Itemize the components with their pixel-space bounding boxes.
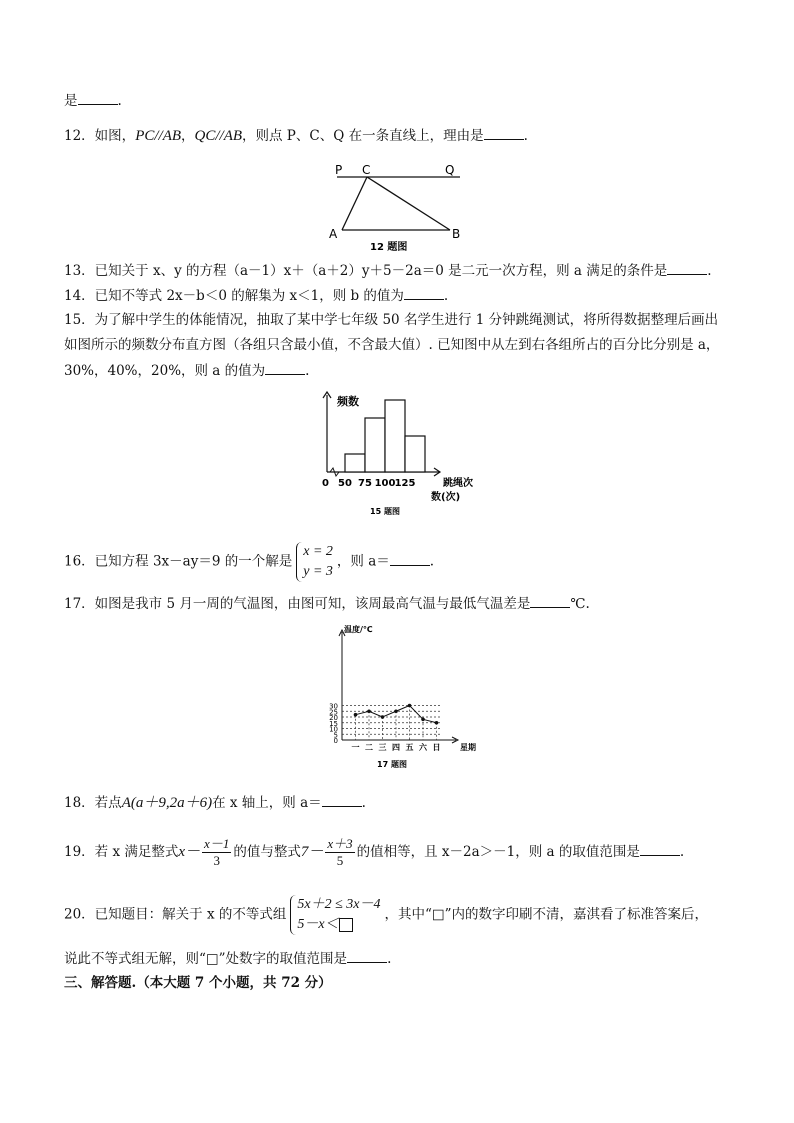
x-tick-label: 日 — [432, 743, 441, 752]
answer-blank — [667, 260, 707, 275]
q20-ineq2: 5－x＜ — [297, 917, 339, 932]
x-axis-label-line2: 数(次) — [431, 492, 461, 503]
q12-end: . — [523, 128, 528, 144]
q14-text: 14．已知不等式 2x－b＜0 的解集为 x＜1，则 b 的值为 — [64, 288, 404, 304]
data-point — [435, 721, 439, 725]
question-20 — [64, 895, 708, 935]
q19-fraction-2 — [325, 836, 354, 869]
x-tick-label: 五 — [405, 743, 414, 752]
y-tick-label: 10 — [329, 725, 338, 734]
question-15-line3: 30%，40%，20%，则 a 的值为 . — [64, 360, 309, 381]
x-tick-label: 六 — [419, 743, 427, 752]
q19-frac2-den: 5 — [336, 853, 344, 868]
answer-blank — [640, 841, 680, 856]
question-13: 13．已知关于 x、y 的方程（a－1）x＋（a＋2）y＋5－2a＝0 是二元一次方程，则 a 满足的条件是 . — [64, 260, 712, 281]
data-point — [367, 709, 371, 713]
histogram-bar — [385, 400, 405, 472]
chart-caption: 17 题图 — [377, 760, 407, 769]
label-p: P — [335, 163, 343, 177]
q12-cond2: QC//AB — [194, 128, 243, 144]
q19-frac1-num: x－1 — [204, 836, 230, 851]
origin-label: 0 — [322, 478, 329, 489]
q20-inequality-system — [290, 895, 380, 935]
question-15-line1: 15．为了解中学生的体能情况，抽取了某中学七年级 50 名学生进行 1 分钟跳绳测试，将所得数据整理后画出 — [64, 312, 719, 328]
temperature-chart — [320, 620, 500, 775]
histogram-bar — [405, 436, 425, 472]
histogram-chart — [315, 390, 485, 515]
question-15-line2: 如图所示的频数分布直方图（各组只含最小值，不含最大值）. 已知图中从左到右各组所占的百分比分别是 a， — [64, 337, 720, 353]
x-axis-label-line1: 跳绳次 — [443, 478, 473, 489]
section-3-heading: 三、解答题.（本大题 7 个小题，共 72 分） — [64, 975, 332, 991]
q18-prefix: 18．若点 — [64, 795, 122, 811]
q16-eq1: x = 2 — [303, 544, 333, 559]
q12-cond1: PC//AB — [135, 128, 182, 144]
y-tick-label: 25 — [329, 708, 338, 717]
data-point — [381, 715, 385, 719]
x-tick-label: 75 — [358, 478, 372, 489]
histogram-bar — [345, 454, 365, 472]
q19-prefix: 19．若 x 满足整式 — [64, 844, 179, 860]
x-tick-label: 二 — [365, 743, 373, 752]
answer-blank — [390, 551, 430, 566]
data-point — [394, 709, 398, 713]
label-c: C — [362, 163, 371, 177]
label-q: Q — [445, 163, 455, 177]
x-tick-label: 50 — [338, 478, 352, 489]
answer-blank — [530, 593, 570, 608]
q20-suffix: ，其中“□”内的数字印刷不清，嘉淇看了标准答案后， — [384, 906, 709, 923]
question-14: 14．已知不等式 2x－b＜0 的解集为 x＜1，则 b 的值为 . — [64, 285, 448, 306]
chart-caption: 15 题图 — [370, 507, 400, 515]
q20-line2-text: 说此不等式组无解，则“□”处数字的取值范围是 — [64, 951, 348, 967]
answer-blank — [347, 948, 387, 963]
q17-text: 17．如图是我市 5 月一周的气温图，由图可知，该周最高气温与最低气温差是 — [64, 596, 531, 612]
data-point — [421, 718, 425, 722]
q18-point: A(a＋9,2a＋6) — [121, 795, 213, 811]
blank-box-icon — [339, 918, 353, 932]
q19-mid: 的值与整式 — [233, 844, 301, 860]
x-tick-label: 125 — [394, 478, 416, 489]
answer-blank — [265, 360, 305, 375]
question-16: 16．已知方程 3x－ay＝9 的一个解是x = 2 y = 3，则 a＝ . — [64, 542, 434, 582]
data-point — [408, 704, 412, 708]
q12-sep: ， — [181, 128, 195, 144]
q19-expr1: x－ — [178, 844, 201, 860]
q18-suffix: 在 x 轴上，则 a＝ — [212, 795, 322, 811]
q19-expr2: 7－ — [300, 844, 324, 860]
answer-blank — [78, 90, 118, 105]
label-b: B — [452, 227, 461, 241]
question-18: 18．若点A(a＋9,2a＋6)在 x 轴上，则 a＝ . — [64, 792, 366, 813]
histogram-bar — [365, 418, 385, 472]
answer-blank — [484, 125, 524, 140]
q19-fraction-1 — [202, 836, 231, 869]
x-axis-label: 星期 — [460, 743, 476, 752]
y-tick-label: 30 — [329, 702, 338, 711]
q19-frac2-num: x＋3 — [327, 836, 353, 851]
x-tick-label: 四 — [392, 743, 400, 752]
q16-prefix: 16．已知方程 3x－ay＝9 的一个解是 — [64, 553, 293, 570]
q16-suffix: ，则 a＝ — [336, 553, 390, 570]
q17-unit: ℃. — [570, 596, 590, 612]
y-axis-label: 频数 — [337, 395, 359, 408]
x-tick-label: 一 — [351, 743, 360, 752]
y-axis-label: 温度/℃ — [344, 625, 373, 634]
y-tick-label: 15 — [329, 719, 338, 728]
y-tick-label: 0 — [333, 737, 338, 745]
label-a: A — [329, 227, 338, 241]
question-17 — [64, 593, 590, 614]
q15-line3-text: 30%，40%，20%，则 a 的值为 — [64, 363, 266, 379]
q12-prefix: 12．如图， — [64, 128, 136, 144]
q19-suffix: 的值相等，且 x－2a＞－1，则 a 的取值范围是 — [356, 844, 640, 860]
q20-prefix: 20．已知题目：解关于 x 的不等式组 — [64, 906, 287, 923]
x-tick-label: 三 — [378, 743, 387, 752]
figure-12-caption: 12 题图 — [370, 242, 408, 253]
q16-eq2: y = 3 — [303, 564, 333, 579]
y-tick-label: 5 — [333, 731, 338, 740]
answer-blank — [404, 285, 444, 300]
answer-blank — [322, 792, 362, 807]
question-12 — [64, 125, 528, 146]
q13-text: 13．已知关于 x、y 的方程（a－1）x＋（a＋2）y＋5－2a＝0 是二元一次方程，则 a 满足的条件是 — [64, 263, 668, 279]
question-20-line2: 说此不等式组无解，则“□”处数字的取值范围是 . — [64, 948, 391, 969]
question-19: 19．若 x 满足整式x－ $\frac{x-1}{3}$ 的值与整式7－ $\frac{x+3}{5}$ 的值相等，且 x－2a＞－1，则 a 的取值范围是 . — [64, 836, 685, 868]
q16-equation-system — [296, 542, 333, 582]
y-tick-label: 20 — [329, 714, 338, 722]
q11-tail-text: 是 — [64, 93, 78, 109]
data-point — [354, 713, 358, 717]
figure-12 — [325, 160, 470, 255]
q12-text: ，则点 P、C、Q 在一条直线上，理由是 — [242, 128, 484, 144]
q11-tail: 是 . — [64, 90, 122, 111]
q20-ineq1: 5x＋2 ≤ 3x－4 — [297, 897, 381, 912]
x-tick-label: 100 — [374, 478, 396, 489]
q19-frac1-den: 3 — [213, 853, 220, 868]
